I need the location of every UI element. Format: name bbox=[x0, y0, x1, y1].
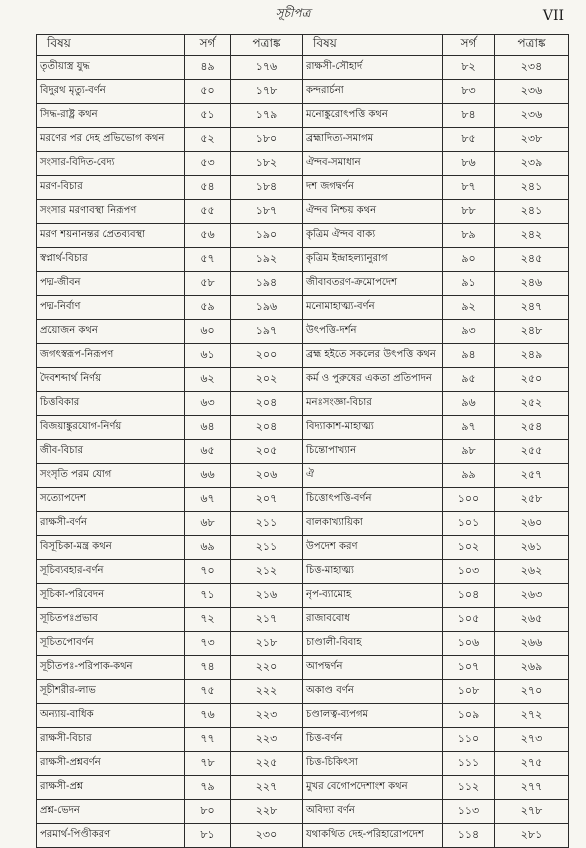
table-row bbox=[37, 488, 569, 512]
entry-page-right: ২৪২ bbox=[495, 224, 569, 248]
entry-topic-left: সংসার-বিদিত-বেদ্য bbox=[37, 152, 185, 176]
entry-topic-left: প্রশ্ন-ভেদন bbox=[37, 800, 185, 824]
entry-sarga-left: ৬০ bbox=[185, 320, 231, 344]
table-row bbox=[37, 752, 569, 776]
table-row bbox=[37, 80, 569, 104]
entry-topic-left: সূচিতপঃপ্রভাব bbox=[37, 608, 185, 632]
entry-page-left: ১৭৯ bbox=[231, 104, 303, 128]
table-row bbox=[37, 296, 569, 320]
entry-page-right: ২৬২ bbox=[495, 560, 569, 584]
entry-sarga-right: ৮৩ bbox=[443, 80, 495, 104]
column-header-page-left: পত্রাঙ্ক bbox=[231, 35, 303, 56]
entry-page-left: ২২৫ bbox=[231, 752, 303, 776]
entry-topic-left: চিত্তবিকার bbox=[37, 392, 185, 416]
entry-topic-right: জীবাবতরণ-ক্রমোপদেশ bbox=[303, 272, 443, 296]
table-row bbox=[37, 56, 569, 80]
entry-page-right: ২৪৮ bbox=[495, 320, 569, 344]
entry-page-left: ২০৬ bbox=[231, 464, 303, 488]
table-row bbox=[37, 392, 569, 416]
table-row bbox=[37, 560, 569, 584]
entry-page-left: ২১১ bbox=[231, 536, 303, 560]
entry-sarga-right: ১০২ bbox=[443, 536, 495, 560]
entry-page-right: ২৩৮ bbox=[495, 128, 569, 152]
table-row bbox=[37, 824, 569, 848]
entry-topic-right: যথাকথিত দেহ-পরিহারোপদেশ bbox=[303, 824, 443, 848]
entry-topic-right: ব্রহ্মাদিত্য-সমাগম bbox=[303, 128, 443, 152]
entry-topic-right: অকাণ্ড বর্ণন bbox=[303, 680, 443, 704]
entry-sarga-left: ৭৮ bbox=[185, 752, 231, 776]
entry-page-right: ২৫৪ bbox=[495, 416, 569, 440]
entry-page-left: ১৭৬ bbox=[231, 56, 303, 80]
entry-topic-right: আপদ্বর্ণন bbox=[303, 656, 443, 680]
entry-topic-right: চিত্ত-চিকিৎসা bbox=[303, 752, 443, 776]
table-row bbox=[37, 416, 569, 440]
entry-topic-right: উৎপত্তি-দর্শন bbox=[303, 320, 443, 344]
table-row bbox=[37, 656, 569, 680]
entry-sarga-right: ৮৭ bbox=[443, 176, 495, 200]
entry-sarga-left: ৭৯ bbox=[185, 776, 231, 800]
entry-page-left: ২১৬ bbox=[231, 584, 303, 608]
entry-sarga-right: ১০০ bbox=[443, 488, 495, 512]
entry-page-left: ২০৪ bbox=[231, 416, 303, 440]
table-row bbox=[37, 272, 569, 296]
entry-page-left: ১৯৪ bbox=[231, 272, 303, 296]
table-row bbox=[37, 176, 569, 200]
entry-page-left: ২০৭ bbox=[231, 488, 303, 512]
entry-sarga-left: ৬৪ bbox=[185, 416, 231, 440]
entry-topic-right: উপদেশ করণ bbox=[303, 536, 443, 560]
entry-topic-right: মনোমাহাত্ম্য-বর্ণন bbox=[303, 296, 443, 320]
entry-sarga-right: ১১৩ bbox=[443, 800, 495, 824]
entry-sarga-right: ৮৫ bbox=[443, 128, 495, 152]
entry-sarga-right: ৯৯ bbox=[443, 464, 495, 488]
entry-sarga-left: ৮১ bbox=[185, 824, 231, 848]
entry-sarga-right: ১০১ bbox=[443, 512, 495, 536]
entry-topic-left: সংসৃতি পরম যোগ bbox=[37, 464, 185, 488]
entry-sarga-right: ১০৭ bbox=[443, 656, 495, 680]
entry-topic-left: বিসূচিকা-মন্ত্র কথন bbox=[37, 536, 185, 560]
table-row bbox=[37, 128, 569, 152]
entry-page-right: ২৫৫ bbox=[495, 440, 569, 464]
entry-topic-left: রাক্ষসী-প্রশ্ন bbox=[37, 776, 185, 800]
entry-page-left: ২১১ bbox=[231, 512, 303, 536]
entry-page-left: ১৭৮ bbox=[231, 80, 303, 104]
table-row bbox=[37, 800, 569, 824]
entry-topic-left: প্রয়োজন কথন bbox=[37, 320, 185, 344]
entry-topic-left: মরণ-বিচার bbox=[37, 176, 185, 200]
table-row bbox=[37, 224, 569, 248]
entry-sarga-right: ৯৪ bbox=[443, 344, 495, 368]
entry-page-left: ২২০ bbox=[231, 656, 303, 680]
entry-topic-left: দৈবশব্দার্থ নির্ণয় bbox=[37, 368, 185, 392]
entry-sarga-right: ৯০ bbox=[443, 248, 495, 272]
table-row bbox=[37, 776, 569, 800]
entry-page-right: ২৭৩ bbox=[495, 728, 569, 752]
entry-page-right: ২৭৮ bbox=[495, 800, 569, 824]
entry-topic-right: অবিদ্যা বর্ণন bbox=[303, 800, 443, 824]
entry-topic-right: কৃত্রিম ঐন্দব বাক্য bbox=[303, 224, 443, 248]
page-header-title: সূচীপত্র bbox=[275, 6, 311, 20]
entry-topic-left: পদ্ম-নির্বাণ bbox=[37, 296, 185, 320]
entry-topic-left: মরণের পর দেহ প্রভিভোগ কথন bbox=[37, 128, 185, 152]
table-row bbox=[37, 248, 569, 272]
entry-page-right: ২৫০ bbox=[495, 368, 569, 392]
entry-page-left: ২৩০ bbox=[231, 824, 303, 848]
entry-sarga-right: ৯২ bbox=[443, 296, 495, 320]
table-row bbox=[37, 704, 569, 728]
column-header-page-right: পত্রাঙ্ক bbox=[495, 35, 569, 56]
entry-sarga-left: ৬৮ bbox=[185, 512, 231, 536]
entry-sarga-left: ৭১ bbox=[185, 584, 231, 608]
entry-topic-right: মনঃসংজ্ঞা-বিচার bbox=[303, 392, 443, 416]
entry-topic-left: জীব-বিচার bbox=[37, 440, 185, 464]
entry-topic-right: ঐন্দব-সমাধান bbox=[303, 152, 443, 176]
entry-sarga-left: ৫৫ bbox=[185, 200, 231, 224]
entry-sarga-left: ৭৭ bbox=[185, 728, 231, 752]
entry-page-left: ২০২ bbox=[231, 368, 303, 392]
entry-sarga-left: ৪৯ bbox=[185, 56, 231, 80]
entry-topic-left: স্বপ্নার্থ-বিচার bbox=[37, 248, 185, 272]
entry-topic-right: চিন্তোপাখ্যান bbox=[303, 440, 443, 464]
entry-topic-right: কর্ম ও পুরুষের একতা প্রতিপাদন bbox=[303, 368, 443, 392]
entry-page-left: ১৯৭ bbox=[231, 320, 303, 344]
entry-sarga-right: ১০৩ bbox=[443, 560, 495, 584]
entry-sarga-right: ৮৪ bbox=[443, 104, 495, 128]
entry-sarga-left: ৫৬ bbox=[185, 224, 231, 248]
entry-sarga-right: ১১০ bbox=[443, 728, 495, 752]
entry-page-right: ২৫৮ bbox=[495, 488, 569, 512]
table-row bbox=[37, 104, 569, 128]
column-header-sarga-left: সর্গ bbox=[185, 35, 231, 56]
table-row bbox=[37, 512, 569, 536]
entry-page-right: ২৪১ bbox=[495, 200, 569, 224]
entry-sarga-left: ৬৬ bbox=[185, 464, 231, 488]
column-header-topic-right: বিষয় bbox=[303, 35, 443, 56]
entry-topic-left: বিজয়াঙ্কুরযোগ-নির্ণয় bbox=[37, 416, 185, 440]
entry-topic-left: পরমার্থ-পিণ্ডীকরণ bbox=[37, 824, 185, 848]
entry-page-right: ২৭২ bbox=[495, 704, 569, 728]
entry-topic-left: রাক্ষসী-বর্ণন bbox=[37, 512, 185, 536]
entry-page-left: ১৮২ bbox=[231, 152, 303, 176]
entry-sarga-left: ৬২ bbox=[185, 368, 231, 392]
entry-page-right: ২৬১ bbox=[495, 536, 569, 560]
entry-page-right: ২৬৬ bbox=[495, 632, 569, 656]
table-row bbox=[37, 632, 569, 656]
entry-page-left: ১৮৪ bbox=[231, 176, 303, 200]
entry-topic-right: দশ জগদ্বর্ণন bbox=[303, 176, 443, 200]
entry-page-right: ২৩৪ bbox=[495, 56, 569, 80]
entry-sarga-left: ৭৫ bbox=[185, 680, 231, 704]
entry-page-right: ২৭৭ bbox=[495, 776, 569, 800]
entry-page-left: ১৮০ bbox=[231, 128, 303, 152]
entry-topic-right: রাক্ষসী-সৌহার্দ bbox=[303, 56, 443, 80]
entry-topic-right: মুখর বেগোপদেশাংশ কথন bbox=[303, 776, 443, 800]
entry-page-right: ২৪৭ bbox=[495, 296, 569, 320]
table-row bbox=[37, 368, 569, 392]
entry-page-left: ২২৩ bbox=[231, 704, 303, 728]
table-row bbox=[37, 440, 569, 464]
entry-topic-left: সূচীতপঃ-পরিপাক-কথন bbox=[37, 656, 185, 680]
table-row bbox=[37, 320, 569, 344]
entry-page-left: ১৮৭ bbox=[231, 200, 303, 224]
entry-sarga-right: ১০৯ bbox=[443, 704, 495, 728]
entry-sarga-right: ৮২ bbox=[443, 56, 495, 80]
entry-page-left: ২২২ bbox=[231, 680, 303, 704]
entry-page-right: ২৬৫ bbox=[495, 608, 569, 632]
entry-sarga-right: ১০৪ bbox=[443, 584, 495, 608]
entry-sarga-right: ১১৪ bbox=[443, 824, 495, 848]
entry-topic-right: কন্দরার্চনা bbox=[303, 80, 443, 104]
entry-topic-right: রাজাববোধ bbox=[303, 608, 443, 632]
entry-topic-left: রাক্ষসী-বিচার bbox=[37, 728, 185, 752]
entry-sarga-left: ৬৫ bbox=[185, 440, 231, 464]
entry-topic-left: মরণ শয়নানন্তর প্রেতব্যবস্থা bbox=[37, 224, 185, 248]
entry-sarga-left: ৫৩ bbox=[185, 152, 231, 176]
entry-page-right: ২৭৫ bbox=[495, 752, 569, 776]
entry-topic-right: চিত্তোৎপত্তি-বর্ণন bbox=[303, 488, 443, 512]
entry-topic-right: ব্রহ্ম হইতে সকলের উৎপত্তি কথন bbox=[303, 344, 443, 368]
table-header-row bbox=[37, 35, 569, 56]
entry-page-left: ২২৩ bbox=[231, 728, 303, 752]
entry-topic-right: ঐন্দব নিশ্চয় কথন bbox=[303, 200, 443, 224]
table-row bbox=[37, 152, 569, 176]
entry-topic-right: মনোঙ্কুরোৎপত্তি কথন bbox=[303, 104, 443, 128]
entry-sarga-right: ৯৬ bbox=[443, 392, 495, 416]
entry-page-left: ১৯৬ bbox=[231, 296, 303, 320]
entry-topic-left: সূচিতপোবর্ণন bbox=[37, 632, 185, 656]
entry-sarga-left: ৫৭ bbox=[185, 248, 231, 272]
entry-page-left: ২০৫ bbox=[231, 440, 303, 464]
entry-sarga-right: ১১১ bbox=[443, 752, 495, 776]
entry-sarga-right: ৯৭ bbox=[443, 416, 495, 440]
entry-topic-left: সত্যোপদেশ bbox=[37, 488, 185, 512]
entry-page-right: ২৬০ bbox=[495, 512, 569, 536]
table-row bbox=[37, 464, 569, 488]
entry-page-left: ২১৮ bbox=[231, 632, 303, 656]
entry-sarga-left: ৭৪ bbox=[185, 656, 231, 680]
entry-topic-left: সূচীশরীর-লাভ bbox=[37, 680, 185, 704]
entry-sarga-right: ৯৫ bbox=[443, 368, 495, 392]
contents-table bbox=[36, 34, 569, 848]
entry-topic-right: কৃত্রিম ইন্দ্রাহল্যানুরাগ bbox=[303, 248, 443, 272]
entry-page-right: ২৬৯ bbox=[495, 656, 569, 680]
entry-sarga-left: ৬৩ bbox=[185, 392, 231, 416]
entry-topic-left: রাক্ষসী-প্রশ্নবর্ণন bbox=[37, 752, 185, 776]
table-row bbox=[37, 344, 569, 368]
column-header-topic-left: বিষয় bbox=[37, 35, 185, 56]
entry-sarga-left: ৫১ bbox=[185, 104, 231, 128]
entry-topic-right: বিদ্যাকাশ-মাহাত্ম্য bbox=[303, 416, 443, 440]
entry-page-right: ২৩৯ bbox=[495, 152, 569, 176]
entry-page-right: ২৩৬ bbox=[495, 104, 569, 128]
contents-table-body bbox=[37, 56, 569, 848]
entry-page-left: ২১২ bbox=[231, 560, 303, 584]
entry-topic-right: চিত্ত-মাহাত্ম্য bbox=[303, 560, 443, 584]
entry-topic-left: তৃতীয়াস্ত্র যুদ্ধ bbox=[37, 56, 185, 80]
table-row bbox=[37, 584, 569, 608]
entry-sarga-right: ১১২ bbox=[443, 776, 495, 800]
entry-sarga-right: ১০৬ bbox=[443, 632, 495, 656]
entry-topic-right: চণ্ডালত্ব-ব্যপগম bbox=[303, 704, 443, 728]
entry-topic-right: নৃপ-ব্যামোহ bbox=[303, 584, 443, 608]
entry-sarga-right: ৯৮ bbox=[443, 440, 495, 464]
entry-topic-right: চিত্ত-বর্ণন bbox=[303, 728, 443, 752]
entry-page-left: ১৯২ bbox=[231, 248, 303, 272]
entry-topic-left: সিদ্ধ-রাষ্ট্র কথন bbox=[37, 104, 185, 128]
entry-sarga-left: ৮০ bbox=[185, 800, 231, 824]
entry-topic-right: চাণ্ডালী-বিবাহ bbox=[303, 632, 443, 656]
entry-topic-right: ঐ bbox=[303, 464, 443, 488]
entry-topic-left: সংসার মরণাবস্থা নিরূপণ bbox=[37, 200, 185, 224]
table-row bbox=[37, 728, 569, 752]
column-header-sarga-right: সর্গ bbox=[443, 35, 495, 56]
entry-sarga-left: ৫০ bbox=[185, 80, 231, 104]
entry-sarga-left: ৭৬ bbox=[185, 704, 231, 728]
entry-page-right: ২৪৬ bbox=[495, 272, 569, 296]
entry-sarga-left: ৫২ bbox=[185, 128, 231, 152]
entry-page-left: ২১৭ bbox=[231, 608, 303, 632]
entry-page-left: ২০৪ bbox=[231, 392, 303, 416]
entry-sarga-left: ৭০ bbox=[185, 560, 231, 584]
entry-sarga-right: ৮৯ bbox=[443, 224, 495, 248]
entry-page-left: ২০০ bbox=[231, 344, 303, 368]
entry-sarga-left: ৫৪ bbox=[185, 176, 231, 200]
page-number: VII bbox=[542, 8, 564, 24]
entry-page-right: ২৪১ bbox=[495, 176, 569, 200]
entry-page-right: ২৬৩ bbox=[495, 584, 569, 608]
table-row bbox=[37, 536, 569, 560]
entry-page-right: ২৪৯ bbox=[495, 344, 569, 368]
entry-page-left: ২২৮ bbox=[231, 800, 303, 824]
entry-sarga-right: ১০৮ bbox=[443, 680, 495, 704]
entry-page-right: ২৮১ bbox=[495, 824, 569, 848]
entry-topic-left: জগৎস্বরূপ-নিরূপণ bbox=[37, 344, 185, 368]
entry-page-right: ২৭০ bbox=[495, 680, 569, 704]
entry-sarga-left: ৭৩ bbox=[185, 632, 231, 656]
entry-sarga-right: ৮৬ bbox=[443, 152, 495, 176]
entry-topic-left: পদ্ম-জীবন bbox=[37, 272, 185, 296]
entry-page-left: ১৯০ bbox=[231, 224, 303, 248]
entry-sarga-right: ১০৫ bbox=[443, 608, 495, 632]
entry-sarga-left: ৫৯ bbox=[185, 296, 231, 320]
entry-sarga-left: ৭২ bbox=[185, 608, 231, 632]
entry-topic-left: সূচিব্যবহার-বর্ণন bbox=[37, 560, 185, 584]
entry-sarga-right: ৯১ bbox=[443, 272, 495, 296]
entry-page-right: ২৩৬ bbox=[495, 80, 569, 104]
entry-sarga-left: ৫৮ bbox=[185, 272, 231, 296]
entry-topic-left: অন্যায়-বাধিক bbox=[37, 704, 185, 728]
entry-page-left: ২২৭ bbox=[231, 776, 303, 800]
table-row bbox=[37, 200, 569, 224]
entry-page-right: ২৫৭ bbox=[495, 464, 569, 488]
entry-sarga-right: ৯৩ bbox=[443, 320, 495, 344]
entry-sarga-right: ৮৮ bbox=[443, 200, 495, 224]
entry-page-right: ২৫২ bbox=[495, 392, 569, 416]
entry-topic-right: বালকাখ্যায়িকা bbox=[303, 512, 443, 536]
entry-topic-left: বিদুরথ মৃত্যু-বর্ণন bbox=[37, 80, 185, 104]
table-row bbox=[37, 608, 569, 632]
entry-page-right: ২৪৫ bbox=[495, 248, 569, 272]
table-row bbox=[37, 680, 569, 704]
entry-sarga-left: ৬১ bbox=[185, 344, 231, 368]
entry-sarga-left: ৬৭ bbox=[185, 488, 231, 512]
entry-topic-left: সূচিকা-পরিবেদন bbox=[37, 584, 185, 608]
entry-sarga-left: ৬৯ bbox=[185, 536, 231, 560]
